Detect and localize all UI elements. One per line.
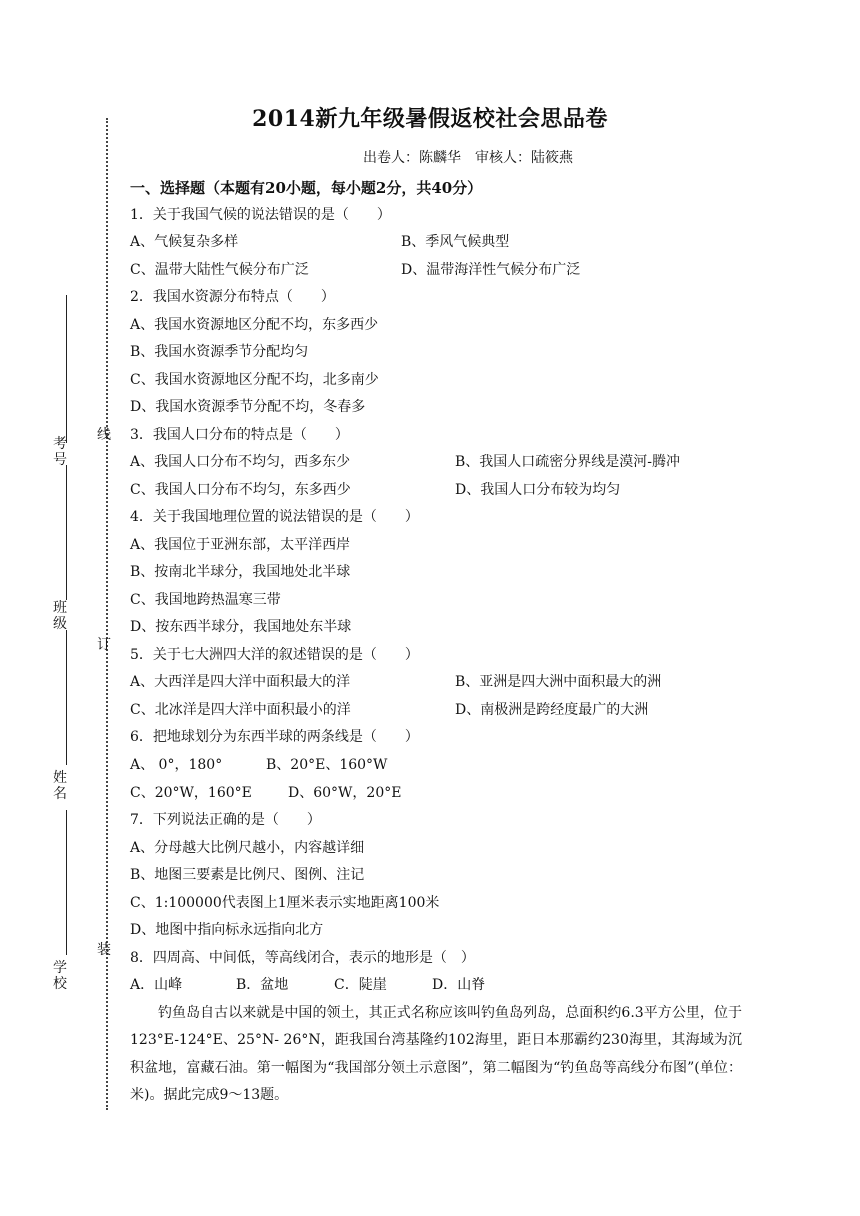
q2-option-a: A、我国水资源地区分配不均，东多西少 xyxy=(130,317,379,333)
binding-char-xian: 线 xyxy=(97,427,111,443)
q7-stem: 7．下列说法正确的是（ ） xyxy=(130,812,321,828)
q1-option-b: B、季风气候典型 xyxy=(401,234,510,250)
q5-option-d: D、南极洲是跨经度最广的大洲 xyxy=(455,702,649,718)
q4-option-b: B、按南北半球分，我国地处北半球 xyxy=(130,564,351,580)
q7-option-a: A、分母越大比例尺越小，内容越详细 xyxy=(130,840,365,856)
name-label: 姓名 xyxy=(53,770,67,802)
q8-option-b: B．盆地 xyxy=(236,977,289,993)
q3-option-c: C、我国人口分布不均匀，东多西少 xyxy=(130,482,351,498)
q1-stem: 1．关于我国气候的说法错误的是（ ） xyxy=(130,207,391,223)
q3-option-b: B、我国人口疏密分界线是漠河-腾冲 xyxy=(455,454,681,470)
q1-option-d: D、温带海洋性气候分布广泛 xyxy=(401,262,581,278)
q6-option-b: B、20°E、160°W xyxy=(266,757,388,773)
authors-line: 出卷人：陈麟华 审核人：陆筱燕 xyxy=(363,150,573,166)
q4-stem: 4．关于我国地理位置的说法错误的是（ ） xyxy=(130,509,419,525)
q6-option-c: C、20°W，160°E xyxy=(130,785,252,801)
section-heading: 一、选择题（本题有20小题，每小题2分，共40分） xyxy=(130,179,483,197)
school-label: 学校 xyxy=(53,960,67,992)
binding-dotted-line xyxy=(106,118,108,1110)
binding-char-ding: 订 xyxy=(97,637,111,653)
q5-stem: 5．关于七大洲四大洋的叙述错误的是（ ） xyxy=(130,647,419,663)
id-label: 考号 xyxy=(53,436,67,468)
q3-stem: 3．我国人口分布的特点是（ ） xyxy=(130,427,349,443)
q2-stem: 2．我国水资源分布特点（ ） xyxy=(130,289,335,305)
school-underline xyxy=(66,810,67,955)
q2-option-b: B、我国水资源季节分配均匀 xyxy=(130,344,309,360)
q7-option-d: D、地图中指向标永远指向北方 xyxy=(130,922,324,938)
q5-option-c: C、北冰洋是四大洋中面积最小的洋 xyxy=(130,702,351,718)
q8-option-a: A．山峰 xyxy=(130,977,183,993)
q1-option-c: C、温带大陆性气候分布广泛 xyxy=(130,262,309,278)
q5-option-a: A、大西洋是四大洋中面积最大的洋 xyxy=(130,674,351,690)
name-underline xyxy=(66,630,67,765)
q5-option-b: B、亚洲是四大洲中面积最大的洲 xyxy=(455,674,662,690)
q3-option-a: A、我国人口分布不均匀，西多东少 xyxy=(130,454,351,470)
q4-option-c: C、我国地跨热温寒三带 xyxy=(130,592,281,608)
binding-char-zhuang: 装 xyxy=(97,942,111,958)
q8-stem: 8．四周高、中间低，等高线闭合，表示的地形是（ ） xyxy=(130,950,475,966)
q1-option-a: A、气候复杂多样 xyxy=(130,234,239,250)
q2-option-d: D、我国水资源季节分配不均，冬春多 xyxy=(130,399,366,415)
q6-option-a: A、 0°，180° xyxy=(130,757,223,773)
q4-option-a: A、我国位于亚洲东部，太平洋西岸 xyxy=(130,537,351,553)
q3-option-d: D、我国人口分布较为均匀 xyxy=(455,482,621,498)
q8-option-c: C．陡崖 xyxy=(334,977,387,993)
diaoyu-passage: 钓鱼岛自古以来就是中国的领土，其正式名称应该叫钓鱼岛列岛，总面积约6.3平方公里，位于123°E-124°E、25°N- 26°N，距我国台湾基隆约102海里，距日本那霸约230海里，其海域为沉积盆地，富藏石油。第一幅图为“我国部分领土示意图”，第二幅图为“钓鱼岛等高线分布图”(单位：米)。据此完成9～13题。 xyxy=(130,1005,742,1103)
q4-option-d: D、按东西半球分，我国地处东半球 xyxy=(130,619,352,635)
id-underline xyxy=(66,295,67,443)
page-title: 2014新九年级暑假返校社会思品卷 xyxy=(252,106,608,132)
q7-option-b: B、地图三要素是比例尺、图例、注记 xyxy=(130,867,365,883)
class-underline xyxy=(66,465,67,600)
q7-option-c: C、1:100000代表图上1厘米表示实地距离100米 xyxy=(130,895,440,911)
q2-option-c: C、我国水资源地区分配不均，北多南少 xyxy=(130,372,379,388)
class-label: 班级 xyxy=(53,600,67,632)
q6-option-d: D、60°W，20°E xyxy=(288,785,402,801)
q6-stem: 6．把地球划分为东西半球的两条线是（ ） xyxy=(130,729,419,745)
q8-option-d: D．山脊 xyxy=(432,977,486,993)
